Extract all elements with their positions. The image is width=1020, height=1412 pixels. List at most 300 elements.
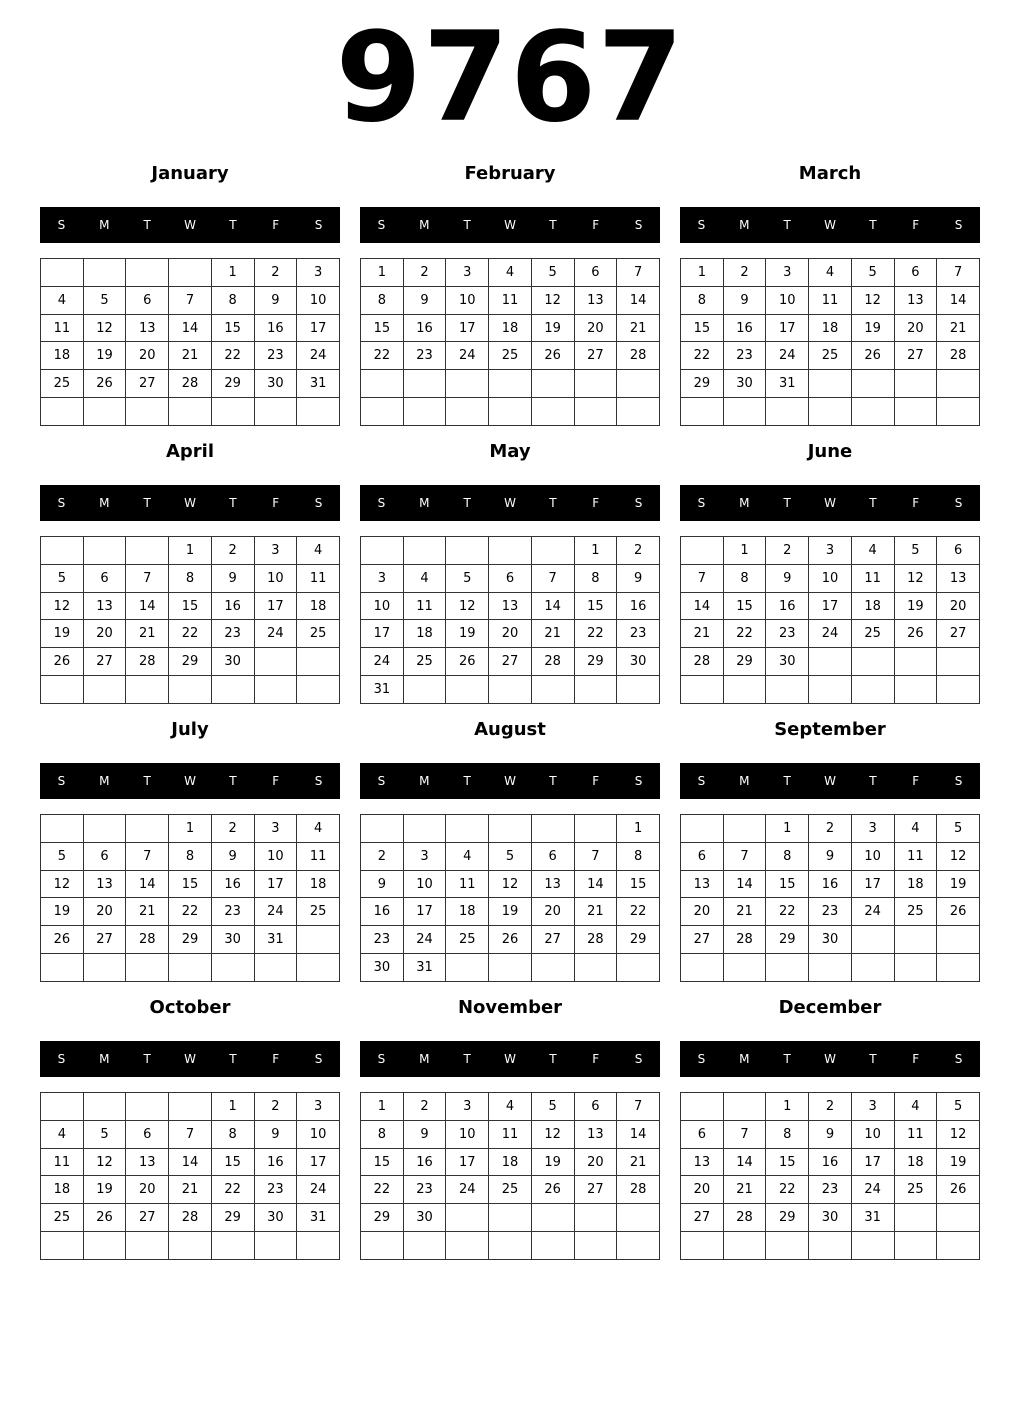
day-cell: 29 [211,370,254,398]
weekday-label: M [739,774,750,788]
day-cell: 6 [574,259,617,287]
week-row [41,1120,340,1148]
weekday-header [40,485,340,521]
weekday-label: S [954,774,963,788]
empty-day-cell [809,648,852,676]
day-cell: 23 [403,342,446,370]
week-row [681,676,980,704]
empty-day-cell [41,815,84,843]
day-cell: 3 [297,1093,340,1121]
day-cell: 25 [851,620,894,648]
weekday-label: W [504,496,516,510]
empty-day-cell [894,648,937,676]
year-title: 9767 [335,6,685,150]
day-cell: 8 [766,1120,809,1148]
empty-day-cell [531,537,574,565]
day-cell: 6 [531,842,574,870]
week-row [41,926,340,954]
day-cell: 27 [489,648,532,676]
day-cell: 9 [254,286,297,314]
day-cell: 31 [254,926,297,954]
day-cell: 17 [851,870,894,898]
week-row [361,537,660,565]
day-cell: 7 [617,1093,660,1121]
day-cell: 17 [766,314,809,342]
weekday-label: S [57,1052,66,1066]
day-cell: 9 [211,842,254,870]
day-cell: 29 [617,926,660,954]
day-cell: 30 [211,926,254,954]
empty-day-cell [489,537,532,565]
day-cell: 25 [297,620,340,648]
day-cell: 9 [723,286,766,314]
week-row [681,954,980,982]
day-cell: 16 [211,592,254,620]
day-cell: 7 [937,259,980,287]
empty-day-cell [169,676,212,704]
day-cell: 27 [574,342,617,370]
weekday-label: S [697,218,706,232]
empty-day-cell [851,926,894,954]
empty-day-cell [894,1232,937,1260]
empty-day-cell [531,398,574,426]
day-grid [680,1092,980,1260]
empty-day-cell [41,676,84,704]
day-cell: 19 [489,898,532,926]
day-cell: 28 [169,1204,212,1232]
day-cell: 8 [169,842,212,870]
week-row [361,1232,660,1260]
empty-day-cell [809,954,852,982]
day-cell: 1 [574,537,617,565]
day-cell: 4 [809,259,852,287]
week-row [41,314,340,342]
weekday-label: F [272,218,280,232]
day-cell: 5 [531,1093,574,1121]
empty-day-cell [723,815,766,843]
weekday-label: S [314,218,323,232]
day-cell: 24 [851,1176,894,1204]
day-cell: 28 [681,648,724,676]
day-cell: 9 [766,564,809,592]
empty-day-cell [446,537,489,565]
weekday-header [680,207,980,243]
month-name: July [171,719,209,740]
weekday-label: W [184,496,196,510]
day-cell: 7 [169,1120,212,1148]
day-cell: 2 [361,842,404,870]
week-row [41,370,340,398]
day-cell: 7 [169,286,212,314]
weekday-label: M [99,496,110,510]
day-grid [680,258,980,426]
weekday-label: M [419,774,430,788]
weekday-label: S [57,774,66,788]
day-cell: 13 [681,870,724,898]
day-cell: 18 [809,314,852,342]
day-cell: 24 [297,342,340,370]
day-cell: 22 [211,1176,254,1204]
week-row [361,1148,660,1176]
week-row [361,620,660,648]
day-cell: 17 [254,870,297,898]
day-cell: 22 [766,1176,809,1204]
weekday-header [360,763,660,799]
day-cell: 11 [446,870,489,898]
day-cell: 7 [681,564,724,592]
day-cell: 3 [403,842,446,870]
weekday-header [40,763,340,799]
day-cell: 4 [446,842,489,870]
week-row [361,898,660,926]
week-row [41,342,340,370]
weekday-label: T [783,1052,791,1066]
weekday-label: M [739,1052,750,1066]
empty-day-cell [446,1204,489,1232]
weekday-label: F [592,218,600,232]
day-cell: 19 [446,620,489,648]
empty-day-cell [126,954,169,982]
day-cell: 19 [937,870,980,898]
day-cell: 5 [83,286,126,314]
day-cell: 22 [723,620,766,648]
empty-day-cell [446,1232,489,1260]
day-cell: 22 [617,898,660,926]
month-name: September [774,719,886,740]
day-cell: 26 [41,926,84,954]
empty-day-cell [809,676,852,704]
empty-day-cell [851,954,894,982]
weekday-label: F [912,1052,920,1066]
day-cell: 7 [531,564,574,592]
day-cell: 24 [809,620,852,648]
day-cell: 13 [574,286,617,314]
empty-day-cell [617,954,660,982]
weekday-label: S [954,1052,963,1066]
day-cell: 11 [41,314,84,342]
empty-day-cell [361,1232,404,1260]
day-cell: 11 [297,842,340,870]
empty-day-cell [41,398,84,426]
day-cell: 30 [723,370,766,398]
day-cell: 14 [617,286,660,314]
day-cell: 3 [851,815,894,843]
day-cell: 7 [126,842,169,870]
day-cell: 8 [766,842,809,870]
empty-day-cell [894,954,937,982]
day-cell: 4 [894,815,937,843]
weekday-header [40,1041,340,1077]
day-cell: 10 [254,842,297,870]
empty-day-cell [83,815,126,843]
empty-day-cell [446,398,489,426]
empty-day-cell [531,954,574,982]
weekday-label: S [634,774,643,788]
day-cell: 21 [169,1176,212,1204]
day-cell: 2 [403,259,446,287]
empty-day-cell [169,259,212,287]
weekday-label: F [592,1052,600,1066]
day-cell: 28 [126,648,169,676]
empty-day-cell [894,676,937,704]
day-cell: 26 [894,620,937,648]
empty-day-cell [446,954,489,982]
day-cell: 1 [766,1093,809,1121]
empty-day-cell [126,259,169,287]
week-row [361,954,660,982]
day-cell: 27 [126,1204,169,1232]
week-row [41,286,340,314]
weekday-label: F [592,496,600,510]
day-cell: 1 [617,815,660,843]
empty-day-cell [531,1232,574,1260]
empty-day-cell [681,676,724,704]
empty-day-cell [894,926,937,954]
day-cell: 16 [809,1148,852,1176]
week-row [41,620,340,648]
day-cell: 29 [169,926,212,954]
week-row [361,1176,660,1204]
week-row [361,286,660,314]
week-row [681,342,980,370]
day-cell: 21 [617,314,660,342]
empty-day-cell [489,676,532,704]
day-grid [40,258,340,426]
week-row [361,870,660,898]
week-row [681,564,980,592]
day-cell: 25 [489,1176,532,1204]
week-row [681,898,980,926]
weekday-label: S [954,218,963,232]
empty-day-cell [41,954,84,982]
empty-day-cell [574,370,617,398]
empty-day-cell [126,537,169,565]
day-cell: 28 [531,648,574,676]
day-cell: 4 [403,564,446,592]
week-row [41,564,340,592]
empty-day-cell [574,815,617,843]
day-cell: 12 [937,1120,980,1148]
weekday-label: S [634,1052,643,1066]
empty-day-cell [766,398,809,426]
day-cell: 8 [211,286,254,314]
day-cell: 7 [126,564,169,592]
day-cell: 18 [41,1176,84,1204]
empty-day-cell [211,954,254,982]
day-cell: 12 [937,842,980,870]
day-cell: 30 [617,648,660,676]
weekday-label: M [739,496,750,510]
weekday-label: T [869,218,877,232]
week-row [681,926,980,954]
day-cell: 13 [574,1120,617,1148]
weekday-label: T [229,496,237,510]
day-cell: 11 [41,1148,84,1176]
day-cell: 24 [403,926,446,954]
day-cell: 15 [361,314,404,342]
week-row [361,926,660,954]
empty-day-cell [681,1232,724,1260]
day-cell: 5 [446,564,489,592]
day-cell: 2 [723,259,766,287]
week-row [361,592,660,620]
day-cell: 26 [937,898,980,926]
empty-day-cell [211,398,254,426]
day-cell: 21 [723,1176,766,1204]
day-cell: 16 [211,870,254,898]
weekday-label: W [504,774,516,788]
day-cell: 5 [83,1120,126,1148]
empty-day-cell [403,1232,446,1260]
day-cell: 9 [809,1120,852,1148]
weekday-label: F [272,496,280,510]
day-cell: 14 [681,592,724,620]
empty-day-cell [723,398,766,426]
day-cell: 13 [83,592,126,620]
day-cell: 10 [446,1120,489,1148]
weekday-header [680,485,980,521]
weekday-label: T [229,774,237,788]
month-name: June [807,441,853,462]
week-row [41,648,340,676]
day-cell: 2 [617,537,660,565]
day-cell: 16 [254,314,297,342]
empty-day-cell [297,676,340,704]
weekday-label: T [783,218,791,232]
empty-day-cell [126,1093,169,1121]
week-row [361,314,660,342]
day-cell: 28 [169,370,212,398]
day-cell: 6 [126,286,169,314]
week-row [41,1148,340,1176]
weekday-label: T [869,1052,877,1066]
day-cell: 30 [766,648,809,676]
empty-day-cell [489,954,532,982]
day-cell: 22 [211,342,254,370]
empty-day-cell [403,370,446,398]
day-cell: 26 [937,1176,980,1204]
weekday-label: S [314,1052,323,1066]
empty-day-cell [126,398,169,426]
weekday-label: S [377,774,386,788]
day-cell: 26 [531,342,574,370]
weekday-label: S [377,1052,386,1066]
day-cell: 12 [531,1120,574,1148]
day-cell: 3 [851,1093,894,1121]
weekday-label: T [783,496,791,510]
empty-day-cell [809,1232,852,1260]
day-cell: 7 [617,259,660,287]
week-row [41,537,340,565]
day-cell: 13 [681,1148,724,1176]
day-cell: 12 [446,592,489,620]
empty-day-cell [41,1093,84,1121]
day-cell: 7 [723,842,766,870]
empty-day-cell [297,926,340,954]
day-cell: 14 [937,286,980,314]
empty-day-cell [297,954,340,982]
day-cell: 21 [723,898,766,926]
empty-day-cell [446,676,489,704]
day-cell: 17 [446,1148,489,1176]
day-cell: 14 [126,592,169,620]
day-cell: 25 [41,370,84,398]
day-cell: 16 [766,592,809,620]
day-cell: 10 [446,286,489,314]
day-cell: 29 [766,926,809,954]
day-cell: 15 [766,1148,809,1176]
day-cell: 11 [297,564,340,592]
day-cell: 4 [297,537,340,565]
day-cell: 14 [617,1120,660,1148]
day-cell: 25 [894,898,937,926]
empty-day-cell [489,398,532,426]
empty-day-cell [169,954,212,982]
weekday-label: W [824,218,836,232]
day-cell: 6 [681,842,724,870]
day-cell: 26 [83,1204,126,1232]
day-cell: 28 [126,926,169,954]
day-cell: 19 [41,620,84,648]
day-cell: 28 [617,342,660,370]
empty-day-cell [937,926,980,954]
weekday-label: M [419,218,430,232]
day-cell: 1 [211,1093,254,1121]
day-cell: 17 [361,620,404,648]
empty-day-cell [446,370,489,398]
day-cell: 13 [126,314,169,342]
empty-day-cell [361,398,404,426]
empty-day-cell [723,954,766,982]
day-cell: 29 [681,370,724,398]
weekday-label: M [99,1052,110,1066]
day-cell: 28 [723,1204,766,1232]
weekday-label: T [143,1052,151,1066]
day-cell: 17 [851,1148,894,1176]
empty-day-cell [361,370,404,398]
day-cell: 28 [617,1176,660,1204]
day-cell: 10 [297,286,340,314]
day-cell: 2 [403,1093,446,1121]
empty-day-cell [937,676,980,704]
day-cell: 9 [211,564,254,592]
day-cell: 29 [169,648,212,676]
day-cell: 4 [489,259,532,287]
day-cell: 4 [489,1093,532,1121]
empty-day-cell [211,676,254,704]
day-cell: 23 [723,342,766,370]
empty-day-cell [83,954,126,982]
day-cell: 19 [41,898,84,926]
day-cell: 8 [574,564,617,592]
weekday-label: W [824,496,836,510]
day-cell: 27 [681,1204,724,1232]
day-cell: 23 [809,898,852,926]
day-cell: 26 [531,1176,574,1204]
empty-day-cell [126,1232,169,1260]
day-cell: 19 [531,1148,574,1176]
day-cell: 5 [489,842,532,870]
day-cell: 3 [254,815,297,843]
day-grid [680,814,980,982]
day-cell: 17 [297,1148,340,1176]
week-row [361,648,660,676]
weekday-label: M [419,496,430,510]
day-cell: 12 [489,870,532,898]
weekday-label: T [143,496,151,510]
day-cell: 5 [851,259,894,287]
day-cell: 3 [809,537,852,565]
